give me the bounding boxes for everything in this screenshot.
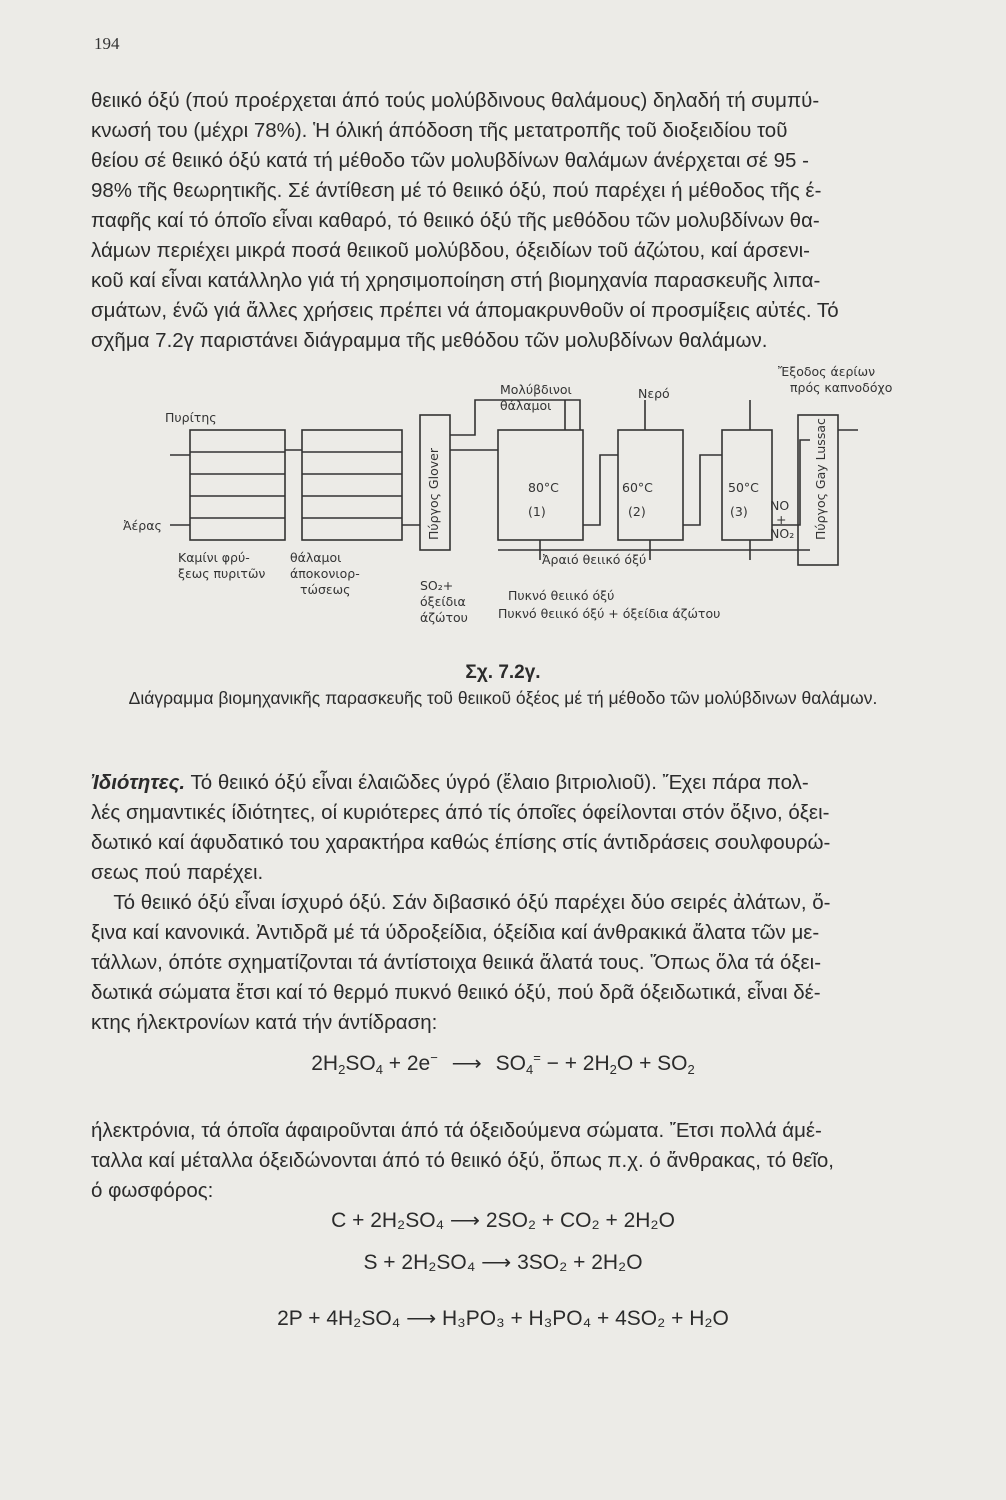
gay-lussac-label: Πύργος Gay Lussac	[813, 418, 828, 540]
chamber-number-label: (3)	[730, 504, 748, 519]
air-label: Ἀέρας	[123, 518, 162, 533]
process-diagram	[110, 360, 910, 650]
text-line: λάμων περιέχει μικρά ποσά θειικοῦ μολύβδου, όξειδίων τοῦ άζώτου, καί άρσενι-	[91, 239, 810, 262]
page-number: 194	[94, 34, 120, 53]
section-heading: Ἰδιότητες.	[91, 771, 186, 794]
text-line: Τό θειικό όξύ εἶναι ίσχυρό όξύ. Σάν διβασικό όξύ παρέχει δύο σειρές ἀλάτων, ὄ-	[91, 891, 831, 914]
plus-label: +	[776, 512, 787, 527]
chamber-number-label: (1)	[528, 504, 546, 519]
text-line: παφῆς καί τό όποῖο εἶναι καθαρό, τό θειικό όξύ τῆς μεθόδου τῶν μολυβδίνων θα-	[91, 209, 820, 232]
text-line: ό φωσφόρος:	[91, 1179, 214, 1202]
text-line: δωτικό καί άφυδατικό του χαρακτήρα καθώς έπίσης στίς άντιδράσεις σουλφουρώ-	[91, 831, 831, 854]
concentrated-acid-label: Πυκνό θειικό όξύ + όξείδια άζώτου	[498, 606, 721, 621]
lead-chamber-label: θάλαμοι	[500, 398, 552, 413]
text-line: σεως πού παρέχει.	[91, 861, 264, 884]
so2-label: SO₂+	[420, 578, 454, 593]
water-label: Νερό	[638, 386, 670, 401]
equation-electron: $2H_2SO_4 + 2e^-$ ⟶ $SO_4^=$ − + $2H_2O + SO_2$	[311, 1050, 695, 1077]
text-line: 98% τῆς θεωρητικῆς. Σέ άντίθεση μέ τό θειικό όξύ, πού παρέχει ή μέθοδος τῆς έ-	[91, 179, 822, 202]
text-line: κτης ήλεκτρονίων κατά τήν άντίδραση:	[91, 1011, 438, 1034]
furnace-label: ξεως πυριτῶν	[178, 566, 266, 581]
dust-chamber-label: τώσεως	[300, 582, 351, 597]
gas-exit-label: πρός καπνοδόχο	[790, 380, 893, 395]
so2-label: όξείδια	[420, 594, 466, 609]
oxidation-paragraph	[91, 1116, 939, 1206]
text-line: δωτικά σώματα ἔτσι καί τό θερμό πυκνό θειικό όξύ, πού δρᾶ όξειδωτικά, εἶναι δέ-	[91, 981, 821, 1004]
text-line: τάλλων, όπότε σχηματίζονται τά άντίστοιχα θειικά ἄλατά τους. Ὅπως ὅλα τά όξει-	[91, 951, 822, 974]
lead-chamber-label: Μολύβδινοι	[500, 382, 572, 397]
properties-paragraph	[91, 768, 939, 1038]
equation-phosphorus: 2P + 4H₂SO₄ ⟶ H₃PO₃ + H₃PO₄ + 4SO₂ + H₂O	[277, 1307, 729, 1330]
furnace-label: Καμίνι φρύ-	[178, 550, 250, 565]
chamber-number-label: (2)	[628, 504, 646, 519]
temp-label: 50°C	[728, 480, 759, 495]
dust-chamber-label: άποκονιορ-	[290, 566, 360, 581]
text-line: σμάτων, ένῶ γιά ἄλλες χρήσεις πρέπει νά άπομακρυνθοῦν οί προσμίξεις αὐτές. Τό	[91, 299, 839, 322]
dilute-acid-label: Ἀραιό θειικό όξύ	[542, 552, 647, 567]
intro-paragraph	[91, 86, 939, 356]
pyrites-label: Πυρίτης	[165, 410, 217, 425]
no-label: NO	[770, 498, 790, 513]
diagram-svg	[110, 360, 910, 650]
text-line: ταλλα καί μέταλλα όξειδώνονται άπό τό θειικό όξύ, ὅπως π.χ. ό ἄνθρακας, τό θεῖο,	[91, 1149, 835, 1172]
text-line: κνωσή του (μέχρι 78%). Ἡ όλική άπόδοση τῆς μετατροπῆς τοῦ διοξειδίου τοῦ	[91, 119, 788, 142]
text-line: Ἰδιότητες. Τό θειικό όξύ εἶναι έλαιῶδες ύγρό (ἔλαιο βιτριολιοῦ). Ἔχει πάρα πολ-	[91, 771, 809, 794]
concentrated-acid-label: Πυκνό θειικό όξύ	[508, 588, 615, 603]
so2-label: άζώτου	[420, 610, 468, 625]
text-line: ξινα καί κανονικά. Ἀντιδρᾶ μέ τά ύδροξείδια, όξείδια καί άνθρακικά ἄλατα τῶν με-	[91, 921, 820, 944]
figure-caption: Διάγραμμα βιομηχανικῆς παρασκευῆς τοῦ θειικοῦ όξέος μέ τή μέθοδο τῶν μολύβδινων θαλάμων.	[128, 688, 878, 708]
text-line: ήλεκτρόνια, τά όποῖα άφαιροῦνται άπό τά όξειδούμενα σώματα. Ἔτσι πολλά άμέ-	[91, 1119, 822, 1142]
text-line: λές σημαντικές ίδιότητες, οί κυριότερες άπό τίς όποῖες όφείλονται στόν ὄξινο, όξει-	[91, 801, 830, 824]
text-line: κοῦ καί εἶναι κατάλληλο γιά τή χρησιμοποίηση στή βιομηχανία παρασκευῆς λιπα-	[91, 269, 821, 292]
text-line: θείου σέ θειικό όξύ κατά τή μέθοδο τῶν μολυβδίνων θαλάμων άνέρχεται σέ 95 -	[91, 149, 809, 172]
dust-chamber-label: θάλαμοι	[290, 550, 342, 565]
text-line: σχῆμα 7.2γ παριστάνει διάγραμμα τῆς μεθόδου τῶν μολυβδίνων θαλάμων.	[91, 329, 768, 352]
temp-label: 60°C	[622, 480, 653, 495]
figure-number: Σχ. 7.2γ.	[465, 662, 541, 683]
temp-label: 80°C	[528, 480, 559, 495]
dust-chamber-box	[302, 430, 402, 540]
text-line: θειικό όξύ (πού προέρχεται άπό τούς μολύβδινους θαλάμους) δηλαδή τή συμπύ-	[91, 89, 820, 112]
equation-sulfur: S + 2H₂SO₄ ⟶ 3SO₂ + 2H₂O	[363, 1251, 643, 1274]
furnace-box	[190, 430, 285, 540]
no2-label: NO₂	[770, 526, 795, 541]
glover-label: Πύργος Glover	[426, 448, 441, 540]
equation-carbon: C + 2H₂SO₄ ⟶ 2SO₂ + CO₂ + 2H₂O	[331, 1209, 675, 1232]
gas-exit-label: Ἔξοδος άερίων	[778, 364, 876, 379]
